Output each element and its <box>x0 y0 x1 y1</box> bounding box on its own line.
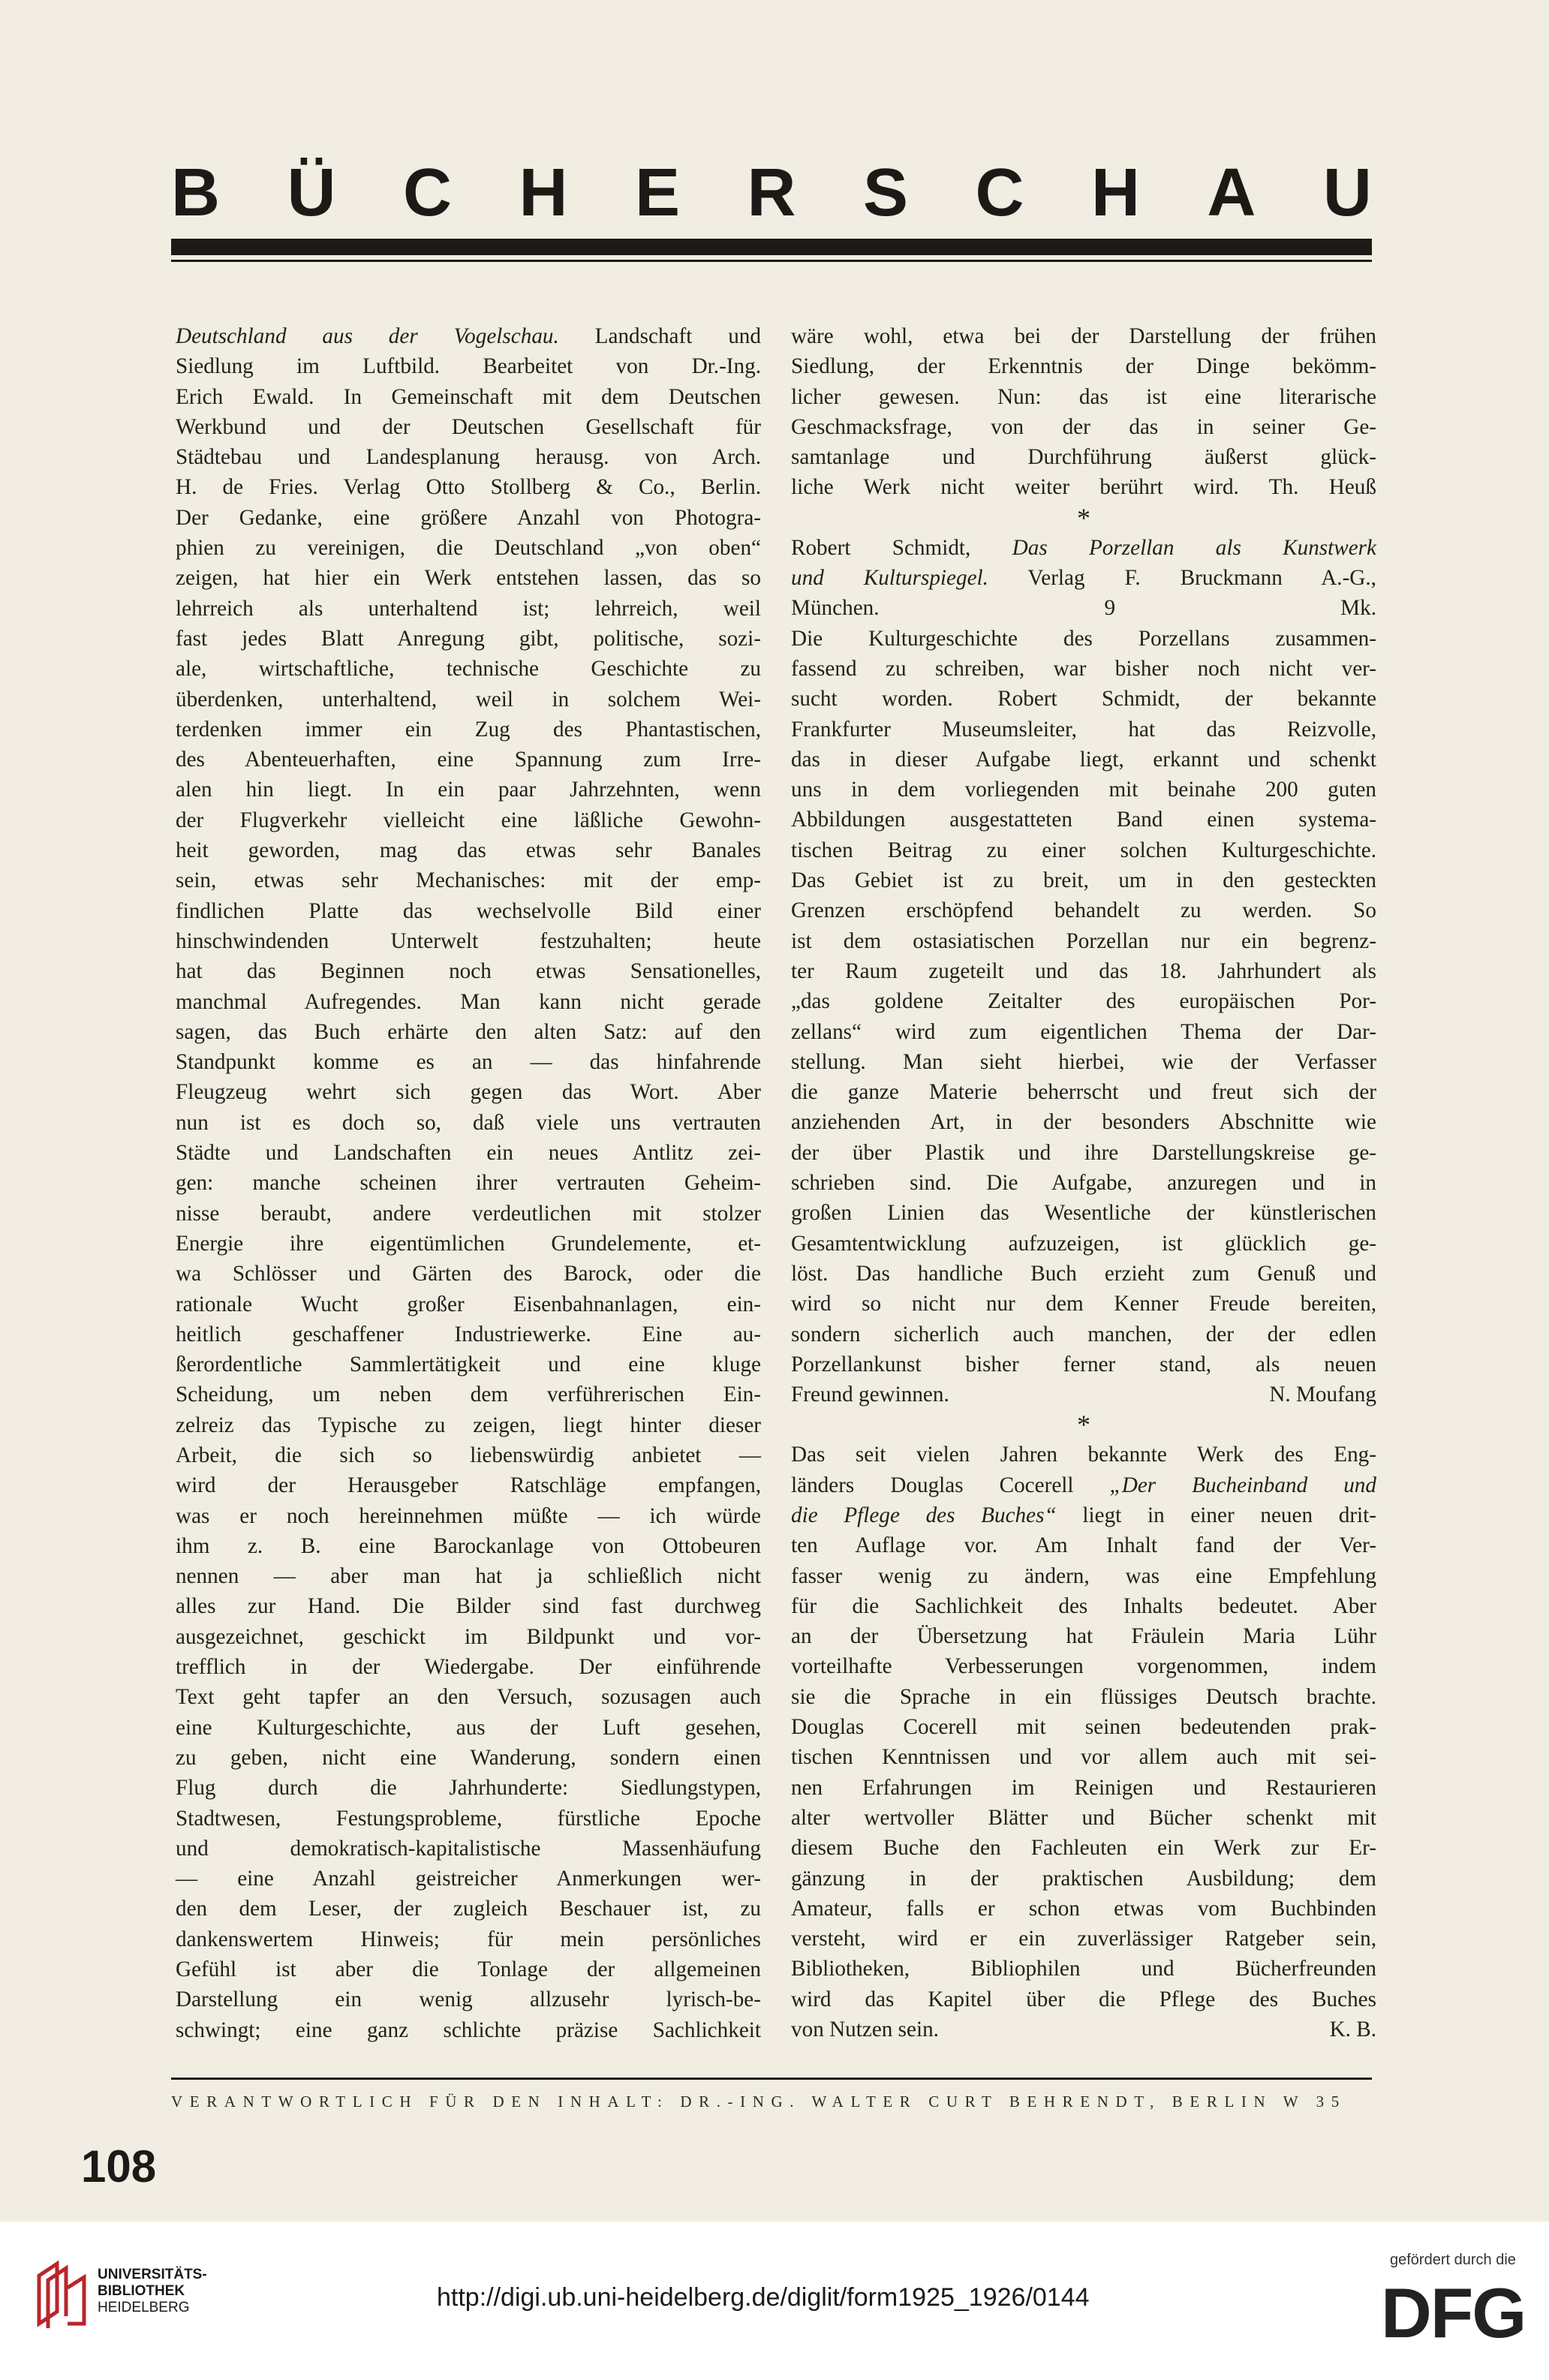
reviewer-name: K. B. <box>1329 2017 1376 2042</box>
text-line: gänzung in der praktischen Ausbildung; dem <box>791 1866 1376 1891</box>
text-line: Die Kulturgeschichte des Porzellans zusammen- <box>791 626 1376 651</box>
text-line: Porzellankunst bisher ferner stand, als neuen <box>791 1352 1376 1377</box>
text-line: findlichen Platte das wechselvolle Bild einer <box>176 898 761 923</box>
text-line: samtanlage und Durchführung äußerst glück- <box>791 445 1376 470</box>
text-line: manchmal Aufregendes. Man kann nicht gerade <box>176 989 761 1014</box>
text-line: rationale Wucht großer Eisenbahnanlagen, ein- <box>176 1292 761 1316</box>
text-segment: Landschaft und <box>558 324 761 348</box>
text-line: großen Linien das Wesentliche der künstlerischen <box>791 1201 1376 1226</box>
text-line: der über Plastik und ihre Darstellungskreise ge- <box>791 1140 1376 1165</box>
text-line: den dem Leser, der zugleich Beschauer ist, zu <box>176 1897 761 1921</box>
text-line: nisse beraubt, andere verdeutlichen mit stolzer <box>176 1201 761 1226</box>
footer-rule <box>171 2078 1372 2080</box>
text-line: vorteilhafte Verbesserungen vorgenommen, indem <box>791 1654 1376 1679</box>
text-line: alen hin liegt. In ein paar Jahrzehnten, wenn <box>176 778 761 802</box>
university-library-name <box>98 2267 207 2316</box>
text-line: heitlich geschaffener Industriewerke. Eine au- <box>176 1322 761 1346</box>
text-line: Das Gebiet ist zu breit, um in den gesteckten <box>791 868 1376 893</box>
dfg-logo: DFG <box>1381 2273 1526 2352</box>
text-line: Frankfurter Museumsleiter, hat das Reizvolle, <box>791 717 1376 742</box>
text-segment: Robert Schmidt, <box>791 535 1012 560</box>
text-line: wird der Herausgeber Ratschläge empfangen, <box>176 1473 761 1498</box>
text-line: was er noch hereinnehmen müßte — ich würde <box>176 1503 761 1528</box>
text-line: — eine Anzahl geistreicher Anmerkungen wer- <box>176 1867 761 1891</box>
text-line: Douglas Cocerell mit seinen bedeutenden prak- <box>791 1715 1376 1740</box>
text-line: löst. Das handliche Buch erzieht zum Genuß und <box>791 1261 1376 1286</box>
text-line: H. de Fries. Verlag Otto Stollberg & Co., Berlin. <box>176 475 761 500</box>
text-line: phien zu vereinigen, die Deutschland „von oben“ <box>176 536 761 561</box>
text-line: ausgezeichnet, geschickt im Bildpunkt und vor- <box>176 1624 761 1649</box>
text-line <box>176 321 761 351</box>
text-line: Abbildungen ausgestatteten Band einen systema- <box>791 808 1376 832</box>
text-line: ßerordentliche Sammlertätigkeit und eine kluge <box>176 1352 761 1377</box>
section-separator-asterisk: * <box>1077 502 1090 533</box>
text-line: Stadtwesen, Festungsprobleme, fürstliche Epoche <box>176 1806 761 1831</box>
review-signature-line <box>791 1380 1376 1410</box>
section-separator-asterisk: * <box>1077 1410 1090 1440</box>
text-line: tischen Kenntnissen und vor allem auch mit sei- <box>791 1745 1376 1770</box>
text-line: überdenken, unterhaltend, weil in solchem Wei- <box>176 687 761 712</box>
book-title: Deutschland aus der Vogelschau. <box>176 324 559 348</box>
text-line: fast jedes Blatt Anregung gibt, politische, sozi- <box>176 626 761 651</box>
text-line: trefflich in der Wiedergabe. Der einführende <box>176 1655 761 1680</box>
uni-name-line3: HEIDELBERG <box>98 2300 190 2315</box>
text-line: lehrreich als unterhaltend ist; lehrreich, weil <box>176 596 761 621</box>
text-line: zelreiz das Typische zu zeigen, liegt hinter dieser <box>176 1413 761 1437</box>
text-line: Bibliotheken, Bibliophilen und Bücherfreunden <box>791 1957 1376 1981</box>
book-title: Das Porzellan als Kunstwerk <box>1012 535 1376 560</box>
text-line: uns in dem vorliegenden mit beinahe 200 guten <box>791 778 1376 802</box>
text-line <box>791 563 1376 593</box>
text-line: dankenswertem Hinweis; für mein persönliches <box>176 1927 761 1951</box>
text-line: alter wertvoller Blätter und Bücher schenkt mit <box>791 1805 1376 1830</box>
text-line: Werkbund und der Deutschen Gesellschaft für <box>176 414 761 439</box>
text-line: die ganze Materie beherrscht und freut sich der <box>791 1080 1376 1105</box>
text-line: heit geworden, mag das etwas sehr Banales <box>176 838 761 863</box>
text-line: liche Werk nicht weiter berührt wird. Th. Heuß <box>791 475 1376 500</box>
text-line: schwingt; eine ganz schlichte präzise Sachlichkeit <box>176 2017 761 2042</box>
text-line: Der Gedanke, eine größere Anzahl von Photogra- <box>176 505 761 530</box>
text-line: Städtebau und Landesplanung herausg. von Arch. <box>176 445 761 470</box>
permalink-url[interactable]: http://digi.ub.uni-heidelberg.de/diglit/form1925_1926/0144 <box>437 2283 1090 2312</box>
uni-name-line2: BIBLIOTHEK <box>98 2283 185 2299</box>
text-line: hinschwindenden Unterwelt festzuhalten; heute <box>176 928 761 953</box>
funded-by-label: gefördert durch die <box>1390 2252 1516 2268</box>
text-line <box>791 533 1376 563</box>
text-line: sondern sicherlich auch manchen, der der edlen <box>791 1322 1376 1346</box>
text-line: licher gewesen. Nun: das ist eine literarische <box>791 384 1376 409</box>
text-line: stellung. Man sieht hierbei, wie der Verfasser <box>791 1049 1376 1074</box>
masthead-letter: H <box>1090 155 1140 230</box>
text-line: Amateur, falls er schon etwas vom Buchbinden <box>791 1896 1376 1921</box>
text-line: gen: manche scheinen ihrer vertrauten Geheim- <box>176 1171 761 1196</box>
text-line: ihm z. B. eine Barockanlage von Ottobeuren <box>176 1533 761 1558</box>
masthead-letter: S <box>862 155 908 230</box>
text-line: das in dieser Aufgabe liegt, erkannt und schenkt <box>791 747 1376 772</box>
page-number: 108 <box>81 2141 157 2192</box>
book-title: die Pflege des Buches“ <box>791 1503 1057 1527</box>
text-line: wird so nicht nur dem Kenner Freude bereiten, <box>791 1292 1376 1316</box>
text-line: Siedlung im Luftbild. Bearbeitet von Dr.-Ing. <box>176 354 761 379</box>
title-rule <box>171 239 1372 255</box>
text-line: zu geben, nicht eine Wanderung, sondern einen <box>176 1745 761 1770</box>
masthead-letter: B <box>171 155 220 230</box>
text-line: fasser wenig zu ändern, was eine Empfehlung <box>791 1563 1376 1588</box>
text-line: ter Raum zugeteilt und das 18. Jahrhundert als <box>791 958 1376 983</box>
text-line: nun ist es doch so, daß viele uns vertrauten <box>176 1110 761 1135</box>
text-line: Energie ihre eigentümlichen Grundelemente, et- <box>176 1231 761 1256</box>
review-signature-line <box>791 2014 1376 2045</box>
text-line: schrieben sind. Die Aufgabe, anzuregen und in <box>791 1171 1376 1196</box>
text-line: hat das Beginnen noch etwas Sensationelles, <box>176 959 761 984</box>
book-title: und Kulturspiegel. <box>791 566 988 591</box>
masthead-letter: C <box>402 155 452 230</box>
closing-text: Freund gewinnen. <box>791 1383 949 1407</box>
masthead-letter: E <box>634 155 680 230</box>
text-line: ist dem ostasiatischen Porzellan nur ein begrenz- <box>791 928 1376 953</box>
text-line: München. 9 Mk. <box>791 596 1376 621</box>
text-line: des Abenteuerhaften, eine Spannung zum Irre- <box>176 748 761 772</box>
text-line: Erich Ewald. In Gemeinschaft mit dem Deutschen <box>176 384 761 409</box>
masthead-letter: U <box>1322 155 1372 230</box>
text-line: tischen Beitrag zu einer solchen Kulturgeschichte. <box>791 838 1376 862</box>
text-line: der Flugverkehr vielleicht eine läßliche Gewohn- <box>176 808 761 832</box>
university-library-logo-icon <box>32 2258 92 2331</box>
text-line: Arbeit, die sich so liebenswürdig anbietet — <box>176 1443 761 1467</box>
text-line: wäre wohl, etwa bei der Darstellung der frühen <box>791 324 1376 348</box>
text-line: wird das Kapitel über die Pflege des Buches <box>791 1987 1376 2011</box>
text-line: sagen, das Buch erhärte den alten Satz: auf den <box>176 1019 761 1044</box>
text-line: nennen — aber man hat ja schließlich nicht <box>176 1564 761 1589</box>
responsibility-line: VERANTWORTLICH FÜR DEN INHALT: DR.-ING. WALTER CURT BEHRENDT, BERLIN W 35 <box>171 2093 1346 2111</box>
masthead-letter: R <box>747 155 796 230</box>
text-line: versteht, wird er ein zuverlässiger Ratgeber sein, <box>791 1927 1376 1951</box>
text-line: fassend zu schreiben, war bisher noch nicht ver- <box>791 656 1376 681</box>
text-line: für die Sachlichkeit des Inhalts bedeutet. Aber <box>791 1593 1376 1618</box>
title-rule-thin <box>171 260 1372 262</box>
text-line: Geschmacksfrage, von der das in seiner Ge- <box>791 414 1376 439</box>
masthead-letter: H <box>519 155 568 230</box>
text-line: ale, wirtschaftliche, technische Geschichte zu <box>176 657 761 682</box>
text-line: zeigen, hat hier ein Werk entstehen lassen, das so <box>176 566 761 591</box>
text-line: anziehenden Art, in der besonders Abschnitte wie <box>791 1110 1376 1135</box>
text-line: und demokratisch-kapitalistische Massenhäufung <box>176 1836 761 1861</box>
right-column <box>791 321 1376 2045</box>
library-footer-bar <box>0 2222 1549 2380</box>
reviewer-name: N. Moufang <box>1269 1383 1376 1407</box>
text-line: Flug durch die Jahrhunderte: Siedlungstypen, <box>176 1776 761 1801</box>
text-line: Städte und Landschaften ein neues Antlitz zei- <box>176 1141 761 1166</box>
masthead-title <box>171 155 1372 230</box>
text-line: sie die Sprache in ein flüssiges Deutsch brachte. <box>791 1684 1376 1709</box>
closing-text: von Nutzen sein. <box>791 2017 939 2042</box>
text-line: sucht worden. Robert Schmidt, der bekannte <box>791 687 1376 712</box>
masthead-letter: C <box>975 155 1024 230</box>
left-column <box>176 321 761 2045</box>
text-line: Gesamtentwicklung aufzuzeigen, ist glücklich ge- <box>791 1231 1376 1256</box>
text-line <box>791 1470 1376 1500</box>
text-line: nen Erfahrungen im Reinigen und Restaurieren <box>791 1775 1376 1800</box>
text-line: an der Übersetzung hat Fräulein Maria Lühr <box>791 1624 1376 1649</box>
text-segment: länders Douglas Cocerell <box>791 1473 1110 1497</box>
text-line: Text geht tapfer an den Versuch, sozusagen auch <box>176 1685 761 1710</box>
book-title: „Der Bucheinband und <box>1109 1473 1376 1497</box>
masthead-letter: A <box>1207 155 1256 230</box>
text-line: Fleugzeug wehrt sich gegen das Wort. Aber <box>176 1080 761 1105</box>
text-line: Standpunkt komme es an — das hinfahrende <box>176 1050 761 1075</box>
text-line: zellans“ wird zum eigentlichen Thema der Dar- <box>791 1019 1376 1044</box>
text-line: Gefühl ist aber die Tonlage der allgemeinen <box>176 1957 761 1982</box>
uni-name-line1: UNIVERSITÄTS- <box>98 2267 207 2282</box>
text-line: terdenken immer ein Zug des Phantastischen, <box>176 717 761 742</box>
text-line: Scheidung, um neben dem verführerischen Ein- <box>176 1383 761 1407</box>
text-line: eine Kulturgeschichte, aus der Luft gesehen, <box>176 1715 761 1740</box>
text-line: wa Schlösser und Gärten des Barock, oder die <box>176 1262 761 1286</box>
text-line: alles zur Hand. Die Bilder sind fast durchweg <box>176 1594 761 1619</box>
text-line: Das seit vielen Jahren bekannte Werk des Eng- <box>791 1443 1376 1467</box>
text-line: Grenzen erschöpfend behandelt zu werden. So <box>791 898 1376 923</box>
text-line: „das goldene Zeitalter des europäischen Por- <box>791 989 1376 1014</box>
text-line <box>791 1500 1376 1530</box>
text-line: ten Auflage vor. Am Inhalt fand der Ver- <box>791 1533 1376 1558</box>
masthead-letter: Ü <box>287 155 336 230</box>
text-segment: liegt in einer neuen drit- <box>1056 1503 1376 1527</box>
text-segment: Verlag F. Bruckmann A.-G., <box>988 566 1376 591</box>
text-line: sein, etwas sehr Mechanisches: mit der emp- <box>176 868 761 893</box>
text-line: diesem Buche den Fachleuten ein Werk zur Er- <box>791 1836 1376 1861</box>
text-line: Darstellung ein wenig allzusehr lyrisch-be- <box>176 1987 761 2012</box>
text-line: Siedlung, der Erkenntnis der Dinge bekömm- <box>791 354 1376 379</box>
